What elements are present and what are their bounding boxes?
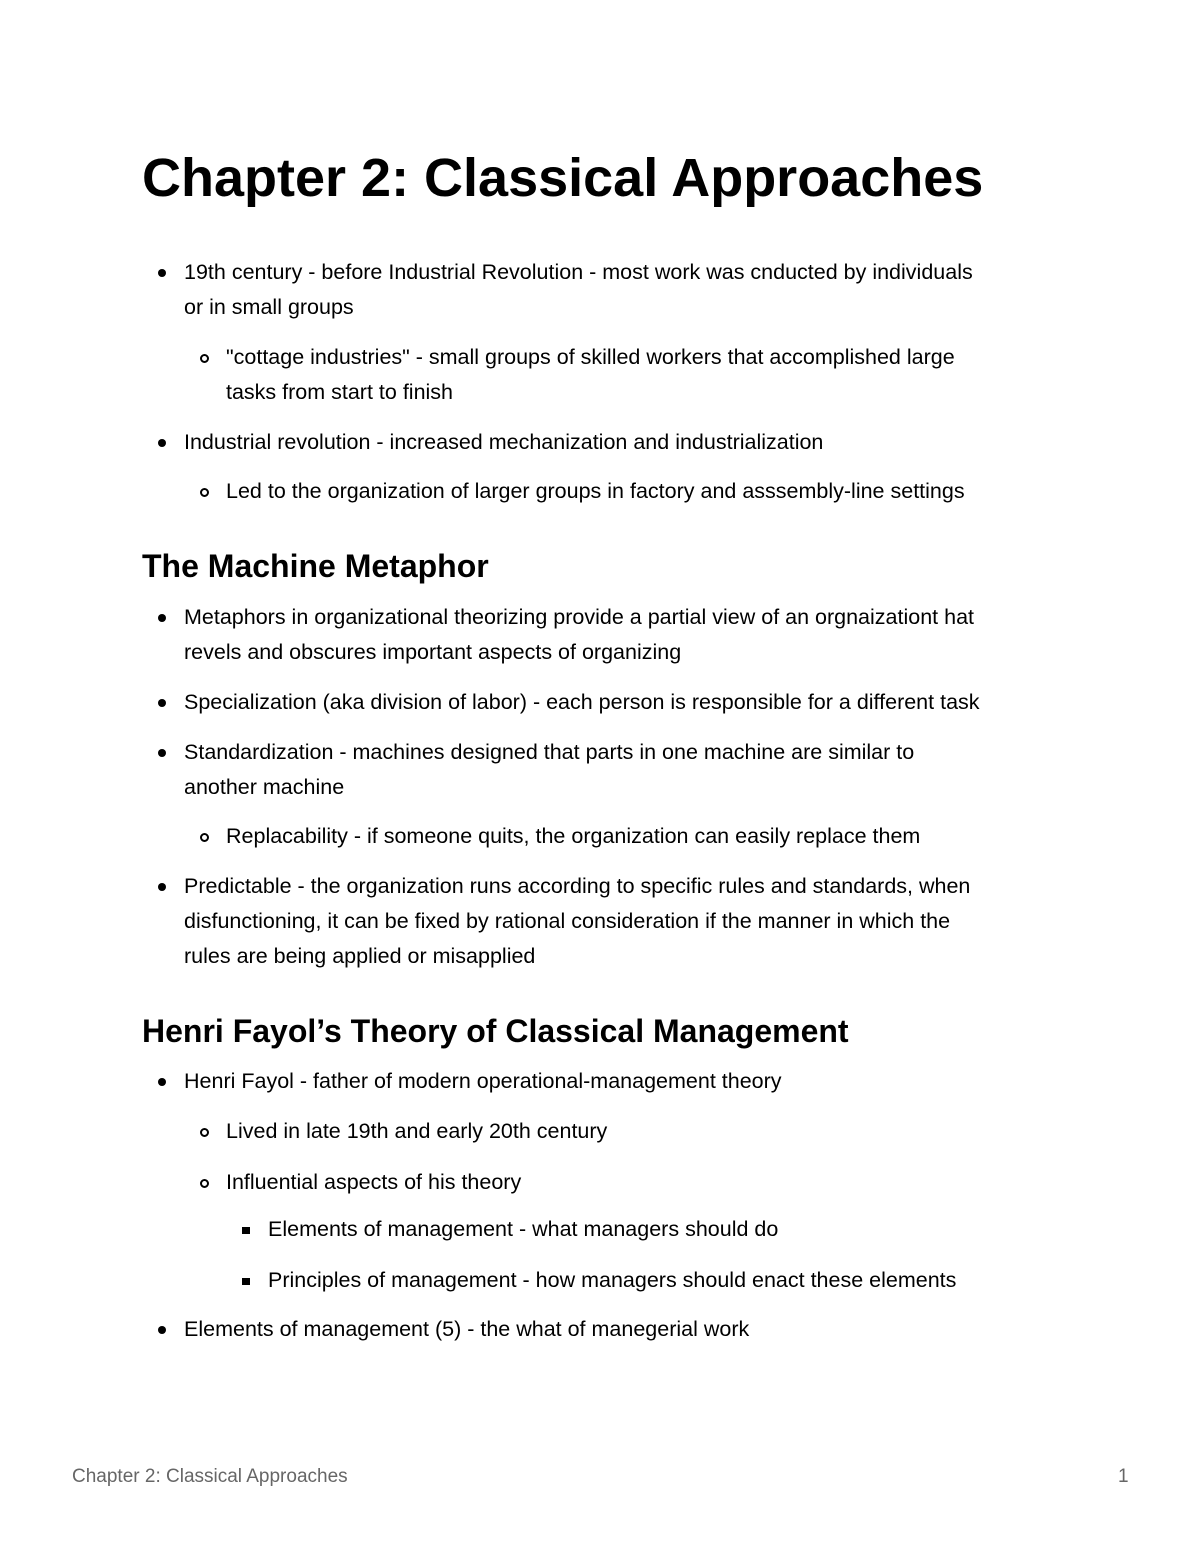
list-item-text: 19th century - before Industrial Revolution - most work was cnducted by individuals (184, 260, 973, 284)
disc-bullet-icon (158, 1078, 166, 1086)
list-item-text: Replacability - if someone quits, the organization can easily replace them (226, 824, 921, 848)
list-item-text: Specialization (aka division of labor) - each person is responsible for a different task (184, 690, 980, 714)
list-item (184, 255, 973, 325)
list-item-text: Elements of management - what managers should do (268, 1217, 779, 1241)
list-item-text: Standardization - machines designed that parts in one machine are similar to (184, 740, 915, 764)
circle-bullet-icon (200, 833, 209, 842)
square-bullet-icon (242, 1227, 250, 1234)
list-item-text: Predictable - the organization runs according to specific rules and standards, when (184, 874, 971, 898)
circle-bullet-icon (200, 1179, 209, 1188)
list-item-text: revels and obscures important aspects of organizing (184, 640, 682, 664)
list-item (226, 340, 955, 410)
list-item (226, 1114, 607, 1149)
list-item-text: Lived in late 19th and early 20th century (226, 1119, 608, 1143)
list-item (184, 735, 914, 805)
list-item (184, 869, 970, 974)
list-item (268, 1263, 956, 1298)
disc-bullet-icon (158, 269, 166, 277)
circle-bullet-icon (200, 354, 209, 363)
list-item-text: Elements of management (5) - the what of manegerial work (184, 1317, 750, 1341)
list-item-text: Influential aspects of his theory (226, 1170, 522, 1194)
list-item-text: Principles of management - how managers should enact these elements (268, 1268, 957, 1292)
disc-bullet-icon (158, 749, 166, 757)
list-item-text: disfunctioning, it can be fixed by rational consideration if the manner in which the (184, 909, 951, 933)
list-item-text: another machine (184, 775, 345, 799)
list-item (184, 1312, 749, 1347)
footer-document-title: Chapter 2: Classical Approaches (72, 1466, 348, 1487)
disc-bullet-icon (158, 699, 166, 707)
section-heading-henri-fayol: Henri Fayol’s Theory of Classical Management (142, 1013, 849, 1049)
list-item-text: rules are being applied or misapplied (184, 944, 536, 968)
list-item (226, 1165, 521, 1200)
list-item (184, 600, 974, 670)
disc-bullet-icon (158, 614, 166, 622)
footer-page-number: 1 (1118, 1466, 1129, 1487)
list-item-text: Led to the organization of larger groups in factory and asssembly-line settings (226, 479, 965, 503)
list-item (268, 1212, 778, 1247)
circle-bullet-icon (200, 1128, 209, 1137)
circle-bullet-icon (200, 488, 209, 497)
list-item-text: Henri Fayol - father of modern operational-management theory (184, 1069, 782, 1093)
square-bullet-icon (242, 1278, 250, 1285)
list-item-text: Industrial revolution - increased mechanization and industrialization (184, 430, 824, 454)
page-title: Chapter 2: Classical Approaches (142, 148, 984, 208)
disc-bullet-icon (158, 1326, 166, 1334)
section-heading-machine-metaphor: The Machine Metaphor (142, 548, 489, 584)
list-item-text: "cottage industries" - small groups of skilled workers that accomplished large (226, 345, 955, 369)
list-item (184, 685, 980, 720)
list-item (226, 474, 965, 509)
list-item (184, 1064, 782, 1099)
list-item-text: or in small groups (184, 295, 354, 319)
list-item (184, 425, 823, 460)
disc-bullet-icon (158, 883, 166, 891)
disc-bullet-icon (158, 439, 166, 447)
list-item-text: Metaphors in organizational theorizing provide a partial view of an orgnaizationt hat (184, 605, 974, 629)
list-item-text: tasks from start to finish (226, 380, 454, 404)
list-item (226, 819, 920, 854)
